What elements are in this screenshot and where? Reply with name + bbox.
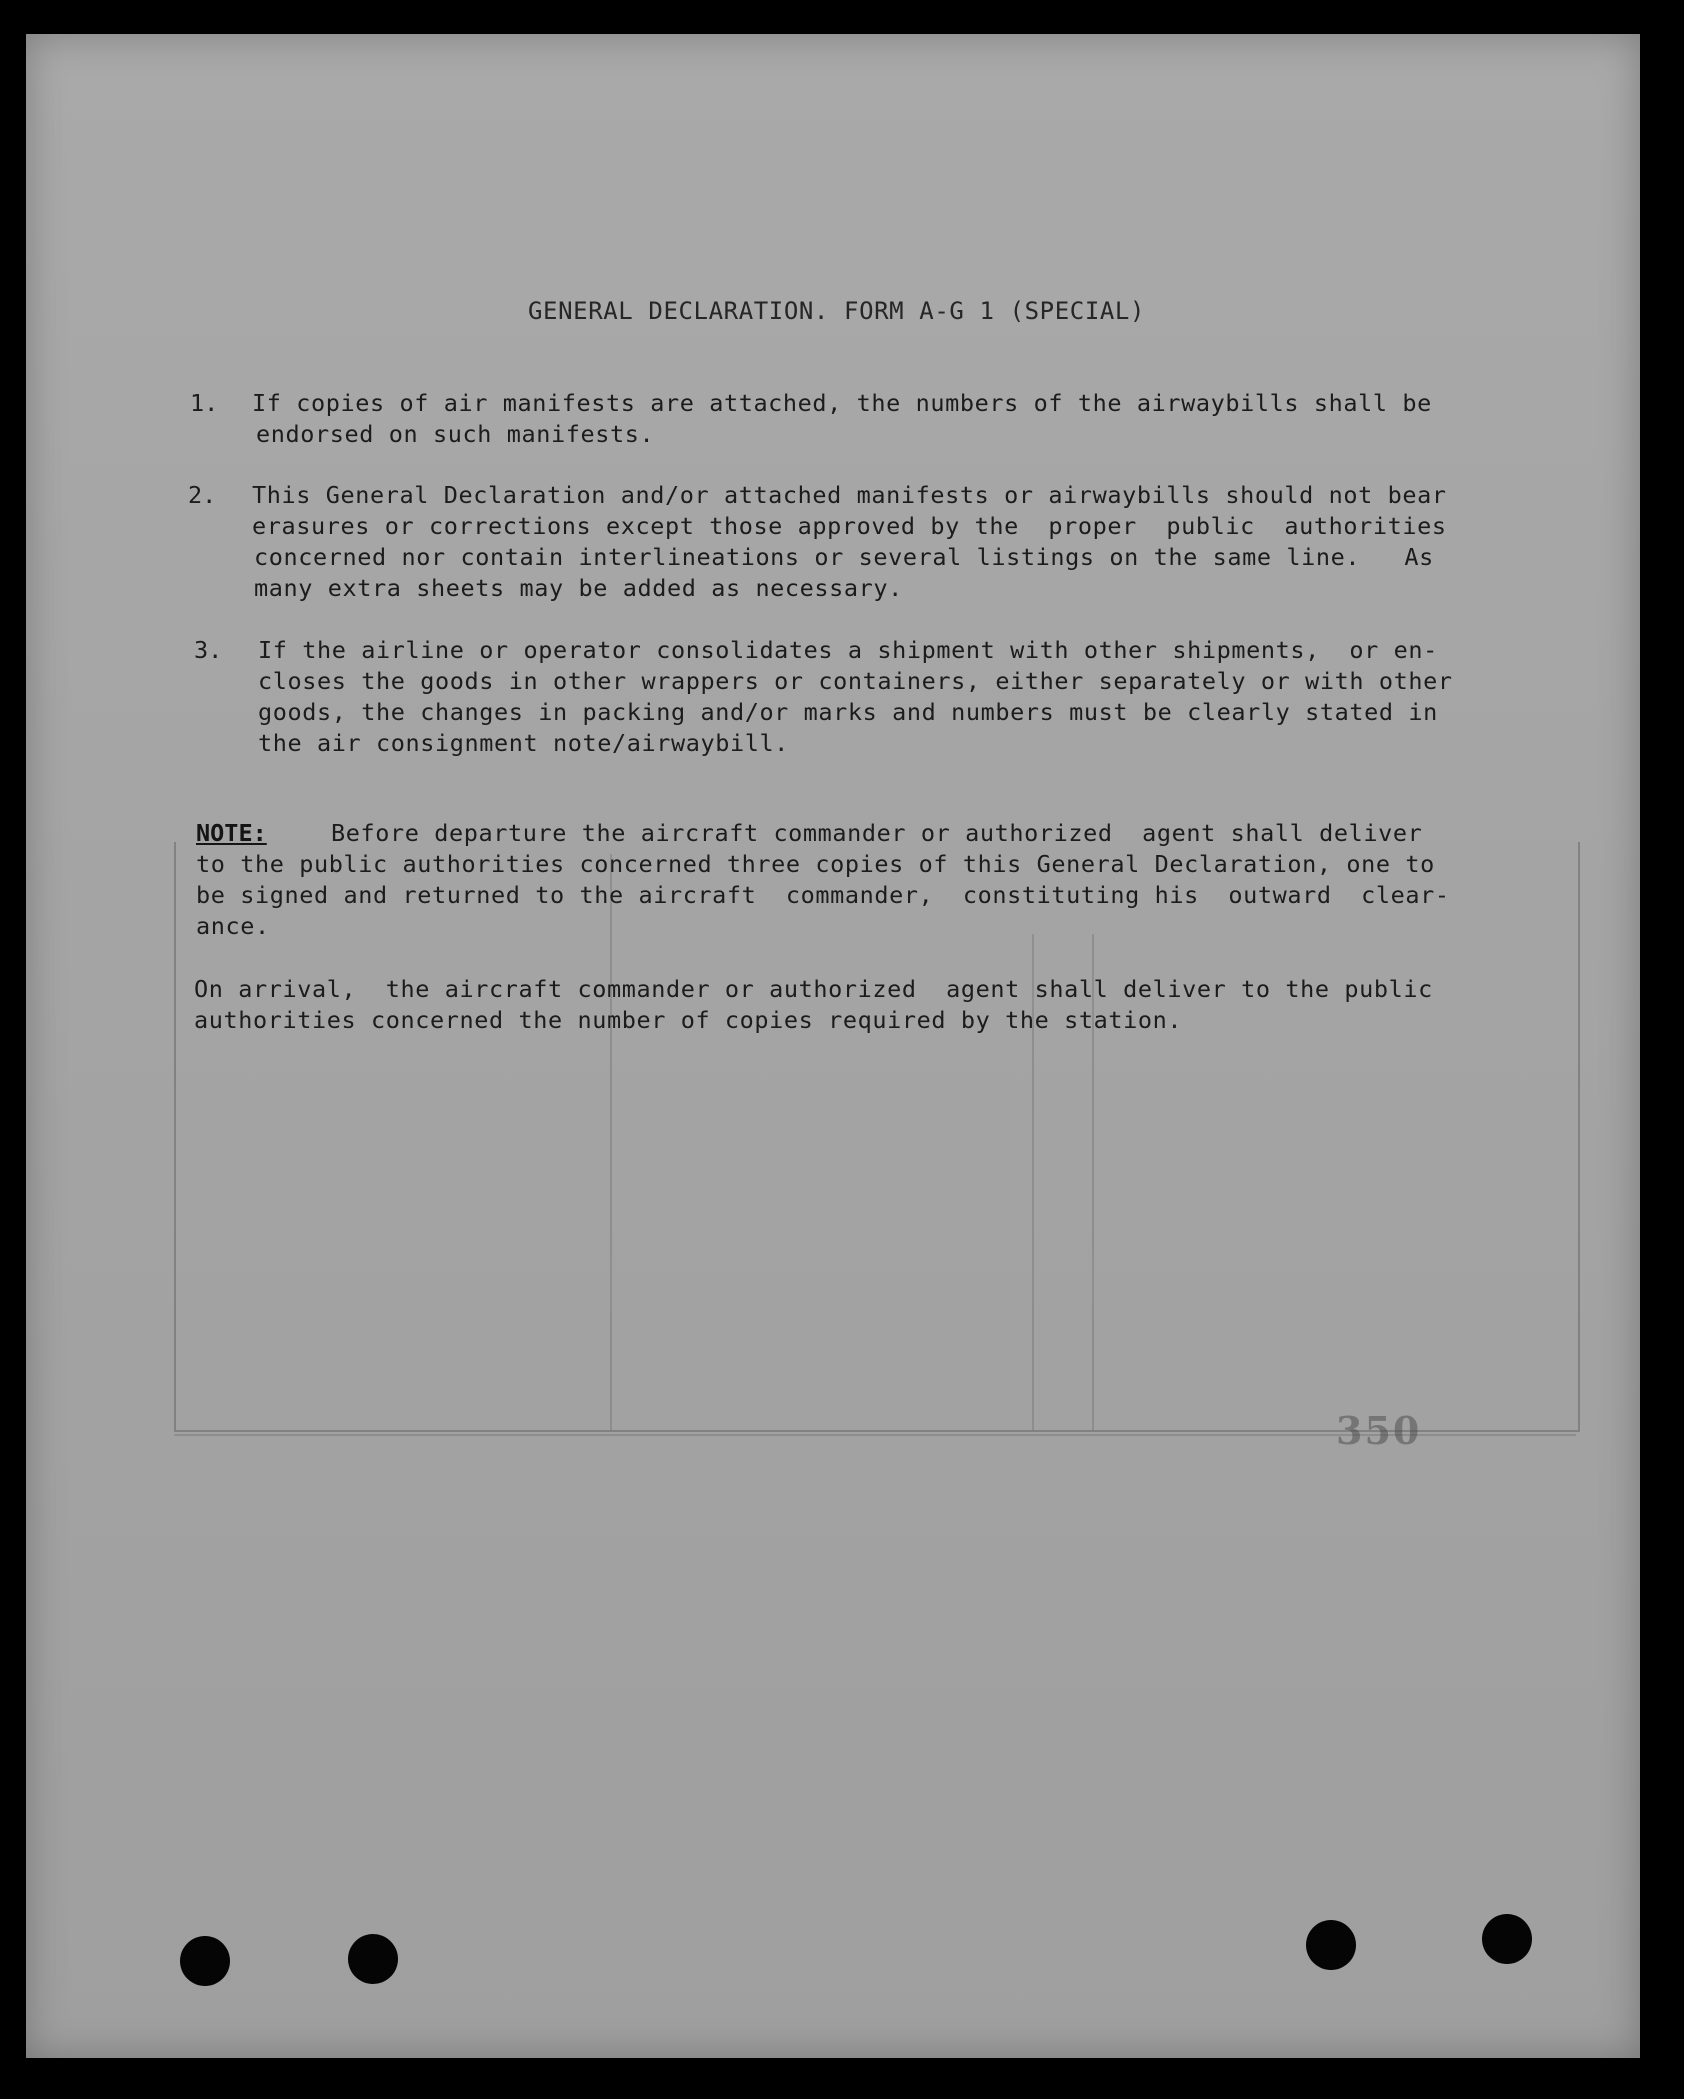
item-2-line: concerned nor contain interlineations or several listings on the same line. As bbox=[254, 543, 1434, 571]
document-page bbox=[26, 34, 1640, 2058]
item-3-line: closes the goods in other wrappers or containers, either separately or with other bbox=[258, 667, 1453, 695]
item-2-line: erasures or corrections except those approved by the proper public authorities bbox=[252, 512, 1447, 540]
punch-hole bbox=[1306, 1920, 1356, 1970]
note-label: NOTE: bbox=[196, 819, 267, 847]
punch-hole bbox=[180, 1936, 230, 1986]
bleed-through-box bbox=[174, 842, 1580, 1432]
punch-hole bbox=[348, 1934, 398, 1984]
note-line: to the public authorities concerned three copies of this General Declaration, one to bbox=[196, 850, 1435, 878]
item-1-line: endorsed on such manifests. bbox=[256, 420, 655, 448]
punch-hole bbox=[1482, 1914, 1532, 1964]
item-3-line: the air consignment note/airwaybill. bbox=[258, 729, 789, 757]
item-number: 1. bbox=[190, 389, 219, 417]
note-line: be signed and returned to the aircraft commander, constituting his outward clear- bbox=[196, 881, 1450, 909]
arrival-line: authorities concerned the number of copies required by the station. bbox=[194, 1006, 1183, 1034]
bleed-through-line bbox=[610, 854, 612, 1430]
item-1-line: If copies of air manifests are attached, the numbers of the airwaybills shall be bbox=[252, 389, 1432, 417]
page-number: 350 bbox=[1336, 1408, 1422, 1453]
note-line: ance. bbox=[196, 912, 270, 940]
note-line: Before departure the aircraft commander or authorized agent shall deliver bbox=[272, 819, 1423, 847]
item-3-line: goods, the changes in packing and/or marks and numbers must be clearly stated in bbox=[258, 698, 1438, 726]
arrival-line: On arrival, the aircraft commander or authorized agent shall deliver to the public bbox=[194, 975, 1433, 1003]
item-number: 2. bbox=[188, 481, 217, 509]
form-title: GENERAL DECLARATION. FORM A-G 1 (SPECIAL) bbox=[528, 297, 1146, 325]
item-2-line: many extra sheets may be added as necessary. bbox=[254, 574, 903, 602]
item-2-line: This General Declaration and/or attached manifests or airwaybills should not bear bbox=[252, 481, 1447, 509]
item-3-line: If the airline or operator consolidates a shipment with other shipments, or en- bbox=[258, 636, 1438, 664]
item-number: 3. bbox=[194, 636, 223, 664]
